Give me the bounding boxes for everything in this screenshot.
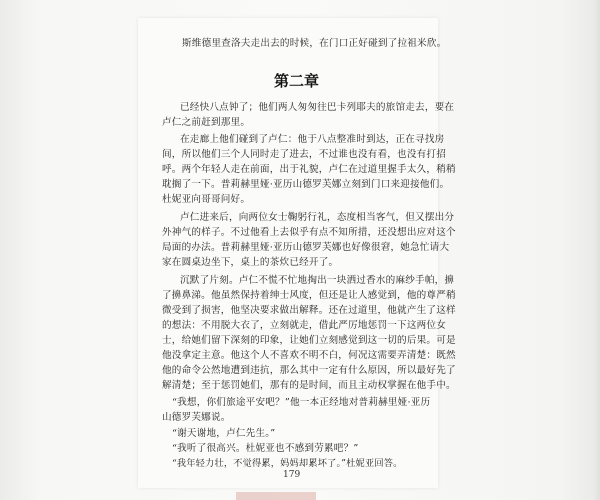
text-line: 局面的办法。普莉赫里娅·亚历山德罗芙娜也好像很窘，她急忙请大 (162, 242, 450, 253)
chapter-title: 第二章 (274, 72, 320, 90)
text-line: 耽搁了一下。普莉赫里娅·亚历山德罗芙娜立刻到门口来迎接他们。 (162, 179, 450, 190)
text-line: 山德罗芙娜说。 (162, 412, 231, 423)
text-line: 已经快八点钟了；他们两人匆匆往巴卡列耶夫的旅馆走去，要在 (180, 102, 455, 113)
text-line: 解清楚；至于惩罚她们，那有的是时间，而且主动权掌握在他手中。 (162, 380, 456, 391)
text-line: 卢仁之前赶到那里。 (162, 117, 251, 128)
text-line: 了擤鼻涕。他虽然保持着绅士风度，但还是让人感觉到，他的尊严稍 (162, 290, 456, 301)
text-line: 他没拿定主意。他这个人不喜欢不明不白，何况这需要弄清楚：既然 (162, 350, 456, 361)
text-line: 的想法：不用脱大衣了，立刻就走，借此严厉地惩罚一下这两位女 (162, 320, 447, 331)
text-line: 微受到了损害，他坚决要求做出解释。还在过道里，他就产生了这样 (162, 305, 456, 316)
text-line: 他的命令公然地遭到违抗，那么其中一定有什么原因，所以最好先了 (162, 365, 456, 376)
page-number: 179 (283, 470, 301, 480)
text-line: 外神气的样子。不过他看上去似乎有点不知所措，还没想出应对这个 (162, 227, 456, 238)
text-line: 士，给她们留下深刻的印象，让她们立刻感觉到这一切的后果。可是 (162, 335, 456, 346)
text-line: “谢天谢地，卢仁先生。” (172, 428, 276, 439)
page-edge-shadow (594, 0, 600, 500)
text-line: 卢仁进来后，向两位女士鞠躬行礼，态度相当客气，但又摆出分 (180, 212, 455, 223)
text-line: 间，所以他们三个人同时走了进去，不过谁也没有看，也没有打招 (162, 149, 447, 160)
text-line: 斯维德里查洛夫走出去的时候，在门口正好碰到了拉祖米欣。 (182, 38, 447, 49)
text-line: 杜妮亚向哥哥问好。 (162, 194, 251, 205)
text-line: 呼。两个年轻人走在前面，出于礼貌，卢仁在过道里握手太久，稍稍 (162, 164, 456, 175)
text-line: 在走廊上他们碰到了卢仁：他于八点整准时到达，正在寻找房 (180, 134, 445, 145)
scan-artifact (236, 492, 316, 500)
text-line: “我想，你们旅途平安吧？”他一本正经地对普莉赫里娅·亚历 (172, 397, 431, 408)
text-line: “我年轻力壮，不觉得累，妈妈却累坏了。”杜妮亚回答。 (172, 458, 403, 469)
text-line: 沉默了片刻。卢仁不慌不忙地掏出一块洒过香水的麻纱手帕，擤 (180, 275, 455, 286)
text-line: “我听了很高兴。杜妮亚也不感到劳累吧？” (172, 443, 359, 454)
text-line: 家在圆桌边坐下，桌上的茶炊已经开了。 (162, 257, 339, 268)
